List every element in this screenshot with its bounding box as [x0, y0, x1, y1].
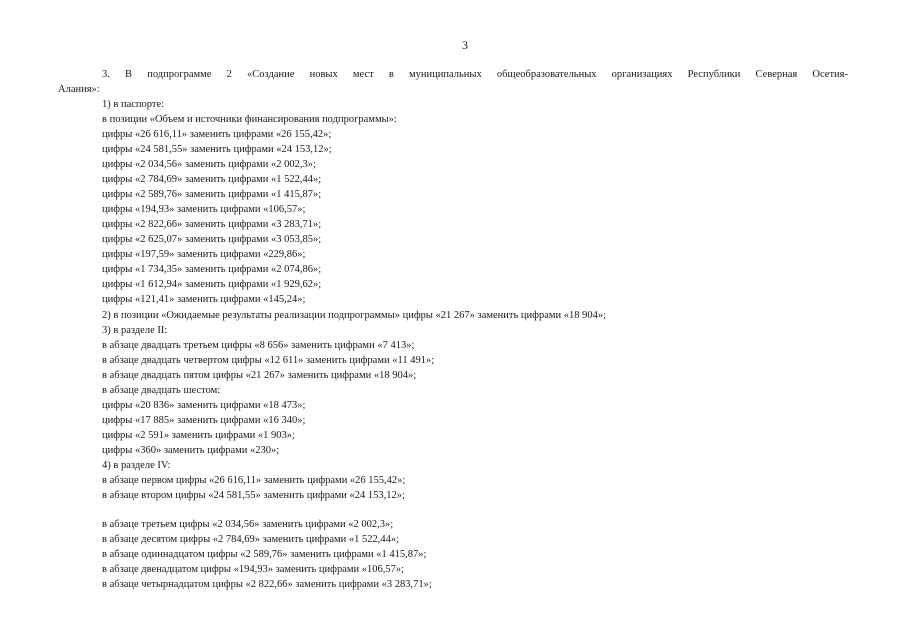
document-line: в абзаце десятом цифры «2 784,69» заменить цифрами «1 522,44»;	[102, 533, 400, 545]
amendments-block-2	[58, 517, 848, 592]
intro-line-1: 3. В подпрограмме 2 «Создание новых мест в муниципальных общеобразовательных организациях Республики Северная Осетия-	[102, 69, 848, 80]
document-line: цифры «26 616,11» заменить цифрами «26 155,42»;	[102, 129, 332, 141]
document-line: в позиции «Объем и источники финансирования подпрограммы»:	[102, 114, 397, 126]
document-line: в абзаце втором цифры «24 581,55» заменить цифрами «24 153,12»;	[102, 489, 405, 501]
document-line: 4) в разделе IV:	[102, 459, 171, 471]
document-line: 2) в позиции «Ожидаемые результаты реализации подпрограммы» цифры «21 267» заменить цифрами «18 904»;	[102, 309, 607, 321]
document-line: цифры «194,93» заменить цифрами «106,57»;	[102, 204, 306, 216]
document-line: в абзаце первом цифры «26 616,11» заменить цифрами «26 155,42»;	[102, 474, 406, 486]
document-line: цифры «2 625,07» заменить цифрами «3 053,85»;	[102, 234, 322, 246]
document-line: цифры «2 784,69» заменить цифрами «1 522,44»;	[102, 174, 322, 186]
document-line: в абзаце двадцать шестом:	[102, 384, 221, 396]
document-line: в абзаце двенадцатом цифры «194,93» заменить цифрами «106,57»;	[102, 564, 405, 575]
document-line: цифры «360» заменить цифрами «230»;	[102, 444, 280, 456]
document-line: цифры «2 589,76» заменить цифрами «1 415,87»;	[102, 189, 322, 201]
document-line: цифры «1 612,94» заменить цифрами «1 929,62»;	[102, 279, 322, 291]
document-line: цифры «17 885» заменить цифрами «16 340»;	[102, 414, 306, 426]
document-line: цифры «2 591» заменить цифрами «1 903»;	[102, 429, 295, 441]
document-line: цифры «24 581,55» заменить цифрами «24 153,12»;	[102, 144, 332, 156]
document-line: в абзаце четырнадцатом цифры «2 822,66» заменить цифрами «3 283,71»;	[102, 579, 432, 591]
document-line: в абзаце третьем цифры «2 034,56» заменить цифрами «2 002,3»;	[102, 518, 394, 530]
document-line: в абзаце двадцать четвертом цифры «12 611» заменить цифрами «11 491»;	[102, 354, 435, 366]
amendments-block-1	[58, 97, 848, 503]
document-body	[58, 67, 848, 592]
document-line: цифры «197,59» заменить цифрами «229,86»;	[102, 249, 306, 261]
intro-line-2: Алания»:	[58, 84, 100, 96]
document-line: 3) в разделе II:	[102, 324, 168, 336]
document-line: 1) в паспорте:	[102, 99, 165, 111]
document-line: цифры «2 822,66» заменить цифрами «3 283,71»;	[102, 219, 322, 231]
document-line: цифры «1 734,35» заменить цифрами «2 074,86»;	[102, 264, 322, 276]
document-line: в абзаце двадцать пятом цифры «21 267» заменить цифрами «18 904»;	[102, 369, 417, 381]
page-number: 3	[462, 38, 468, 52]
document-line: цифры «2 034,56» заменить цифрами «2 002,3»;	[102, 159, 316, 171]
document-line: в абзаце одиннадцатом цифры «2 589,76» заменить цифрами «1 415,87»;	[102, 548, 427, 560]
paragraph-gap	[58, 503, 848, 517]
document-line: цифры «20 836» заменить цифрами «18 473»;	[102, 399, 306, 411]
document-line: в абзаце двадцать третьем цифры «8 656» заменить цифрами «7 413»;	[102, 339, 415, 351]
document-line: цифры «121,41» заменить цифрами «145,24»;	[102, 294, 306, 306]
